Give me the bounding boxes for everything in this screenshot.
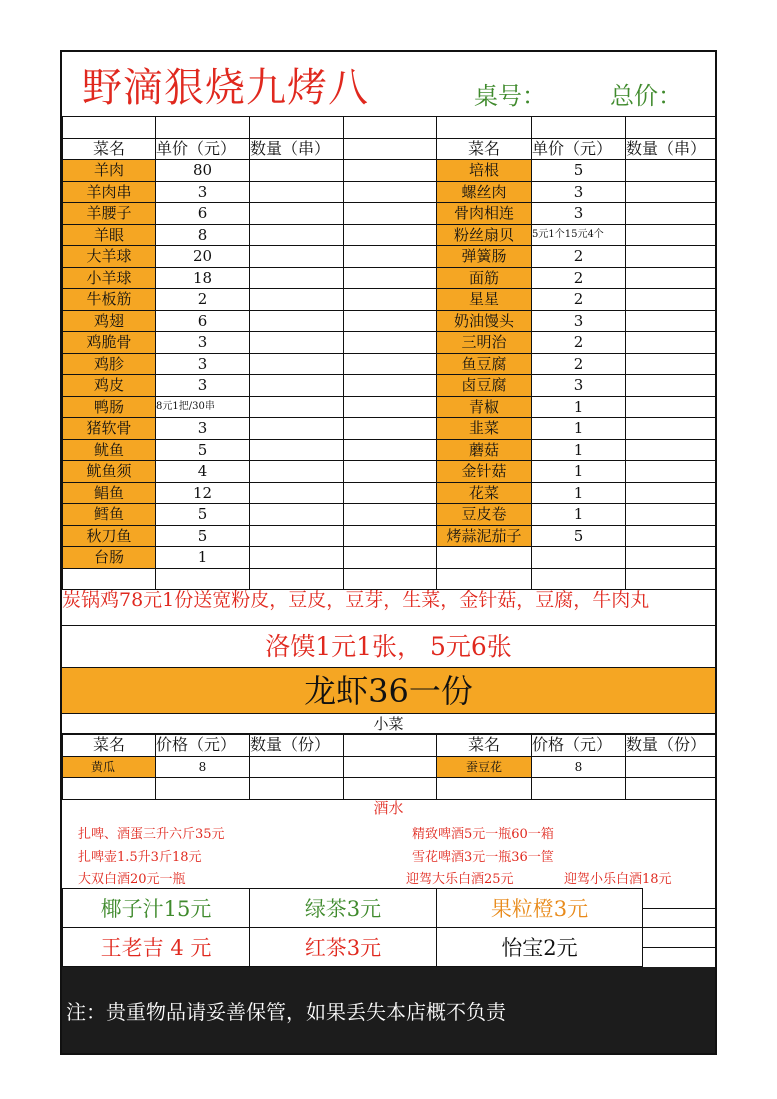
menu-row <box>63 181 437 203</box>
item-price: 1 <box>532 461 626 483</box>
empty-row <box>437 547 718 569</box>
item-price: 80 <box>156 160 250 182</box>
menu-row <box>437 396 718 418</box>
menu-row <box>437 525 718 547</box>
item-name: 鸡脆骨 <box>63 332 156 354</box>
item-name: 小羊球 <box>63 267 156 289</box>
item-price: 5 <box>532 525 626 547</box>
menu-row <box>437 418 718 440</box>
blank-cell <box>156 778 250 800</box>
drink-line: 迎驾大乐白酒25元 <box>406 872 514 887</box>
col-price-header: 单价（元） <box>532 138 626 160</box>
menu-row <box>63 203 437 225</box>
menu-row <box>63 547 437 569</box>
drink-line: 扎啤、酒蛋三升六斤35元 <box>78 827 225 842</box>
item-qty[interactable] <box>626 525 718 547</box>
blank-cell <box>344 396 437 418</box>
item-qty[interactable] <box>626 439 718 461</box>
item-qty[interactable] <box>626 461 718 483</box>
item-qty[interactable] <box>250 396 344 418</box>
hotpot-special: 炭锅鸡78元1份送宽粉皮，豆皮，豆芽，生菜，金针菇，豆腐，牛肉丸 <box>62 574 715 626</box>
side-dish-table <box>62 734 717 800</box>
item-name: 大羊球 <box>63 246 156 268</box>
item-qty[interactable] <box>250 461 344 483</box>
side-col-price: 价格（元） <box>156 735 250 757</box>
blank-cell <box>344 267 437 289</box>
drink-line: 扎啤壶1.5升3斤18元 <box>78 850 202 865</box>
menu-row <box>63 525 437 547</box>
col-qty-header: 数量（串） <box>626 138 718 160</box>
item-price: 3 <box>532 181 626 203</box>
blank-cell <box>626 778 718 800</box>
col-qty-header: 数量（串） <box>250 138 344 160</box>
side-col-name: 菜名 <box>63 735 156 757</box>
menu-row <box>63 482 437 504</box>
item-name: 羊腰子 <box>63 203 156 225</box>
item-name: 豆皮卷 <box>437 504 532 526</box>
item-name: 培根 <box>437 160 532 182</box>
blank-cell <box>344 504 437 526</box>
item-name: 骨肉相连 <box>437 203 532 225</box>
table-number-label: 桌号： <box>474 82 546 110</box>
item-qty[interactable] <box>626 418 718 440</box>
item-price: 1 <box>532 418 626 440</box>
item-price: 8 <box>156 224 250 246</box>
item-qty[interactable] <box>626 267 718 289</box>
blank-cell <box>63 778 156 800</box>
side-item-qty[interactable] <box>626 756 718 778</box>
item-qty[interactable] <box>626 289 718 311</box>
item-qty[interactable] <box>626 504 718 526</box>
item-name: 羊肉 <box>63 160 156 182</box>
item-name: 鱿鱼须 <box>63 461 156 483</box>
side-item-price: 8 <box>156 756 250 778</box>
item-name: 鱼豆腐 <box>437 353 532 375</box>
item-qty[interactable] <box>626 332 718 354</box>
menu-row <box>437 246 718 268</box>
side-item-qty[interactable] <box>250 756 344 778</box>
item-qty[interactable] <box>626 375 718 397</box>
item-price: 3 <box>156 375 250 397</box>
item-qty[interactable] <box>250 310 344 332</box>
blank-cell <box>344 439 437 461</box>
blank-cell <box>344 482 437 504</box>
item-price: 3 <box>156 353 250 375</box>
menu-row <box>63 396 437 418</box>
item-qty[interactable] <box>250 439 344 461</box>
blank-cell <box>532 547 626 569</box>
item-price: 2 <box>532 332 626 354</box>
restaurant-title: 野滴狠烧九烤八 <box>82 65 369 111</box>
drink-black-tea: 红茶3元 <box>249 927 437 967</box>
blank-cell <box>437 117 532 139</box>
item-qty[interactable] <box>250 203 344 225</box>
menu-row <box>437 160 718 182</box>
notice-banner: 注：贵重物品请妥善保管，如果丢失本店概不负责 <box>62 967 715 1055</box>
blank-cell <box>344 332 437 354</box>
blank-cell <box>344 138 437 160</box>
blank-cell <box>250 778 344 800</box>
item-name: 鳕鱼 <box>63 504 156 526</box>
item-name: 羊眼 <box>63 224 156 246</box>
item-price: 1 <box>156 547 250 569</box>
blank-cell <box>532 117 626 139</box>
blank-cell <box>63 117 156 139</box>
total-price-label: 总价： <box>610 82 682 110</box>
menu-row <box>63 504 437 526</box>
blank-cell <box>626 547 718 569</box>
menu-row <box>63 375 437 397</box>
menu-row <box>63 160 437 182</box>
item-price: 2 <box>532 267 626 289</box>
header <box>62 52 715 117</box>
item-price: 6 <box>156 203 250 225</box>
blank-cell <box>250 117 344 139</box>
menu-row <box>63 246 437 268</box>
item-name: 鸡胗 <box>63 353 156 375</box>
blank-cell <box>626 117 718 139</box>
item-name: 螺丝肉 <box>437 181 532 203</box>
drink-wanglaoji: 王老吉 4 元 <box>62 927 250 967</box>
side-col-qty: 数量（份） <box>626 735 718 757</box>
blank-cell <box>344 778 437 800</box>
blank-cell <box>344 310 437 332</box>
blank-cell <box>344 181 437 203</box>
drinks-title: 酒水 <box>373 799 404 817</box>
menu-row <box>63 353 437 375</box>
item-name: 羊肉串 <box>63 181 156 203</box>
blank-cell <box>344 246 437 268</box>
item-qty[interactable] <box>626 203 718 225</box>
item-qty[interactable] <box>626 246 718 268</box>
divider <box>642 927 717 928</box>
item-price: 5 <box>156 525 250 547</box>
item-price: 2 <box>156 289 250 311</box>
blank-cell <box>156 117 250 139</box>
item-price: 1 <box>532 482 626 504</box>
drink-green-tea: 绿茶3元 <box>249 888 437 928</box>
item-name: 奶油馒头 <box>437 310 532 332</box>
blank-cell <box>437 547 532 569</box>
drink-water: 怡宝2元 <box>436 927 643 967</box>
item-qty[interactable] <box>250 246 344 268</box>
item-price: 3 <box>532 310 626 332</box>
menu-row <box>63 289 437 311</box>
blank-cell <box>344 117 437 139</box>
item-qty[interactable] <box>250 289 344 311</box>
blank-cell <box>344 756 437 778</box>
item-price: 5 <box>156 504 250 526</box>
menu-row <box>437 482 718 504</box>
menu-table-right <box>436 116 717 590</box>
item-qty[interactable] <box>250 547 344 569</box>
item-name: 猪软骨 <box>63 418 156 440</box>
item-qty[interactable] <box>626 310 718 332</box>
item-qty[interactable] <box>626 224 718 246</box>
item-name: 面筋 <box>437 267 532 289</box>
drink-line: 迎驾小乐白酒18元 <box>564 872 672 887</box>
item-price: 3 <box>156 418 250 440</box>
item-price: 12 <box>156 482 250 504</box>
menu-row <box>63 332 437 354</box>
blank-cell <box>344 525 437 547</box>
drink-orange: 果粒橙3元 <box>436 888 643 928</box>
menu-row <box>63 310 437 332</box>
lobster-special: 龙虾36一份 <box>62 668 715 714</box>
menu-row <box>437 461 718 483</box>
side-item-name: 黄瓜 <box>63 756 156 778</box>
drink-coconut: 椰子汁15元 <box>62 888 250 928</box>
menu-row <box>437 203 718 225</box>
drink-line: 精致啤酒5元一瓶60一箱 <box>412 827 554 842</box>
menu-row <box>437 310 718 332</box>
divider <box>642 947 717 948</box>
item-name: 三明治 <box>437 332 532 354</box>
item-name: 鸭肠 <box>63 396 156 418</box>
menu-row <box>63 267 437 289</box>
item-price: 3 <box>532 375 626 397</box>
item-qty[interactable] <box>250 504 344 526</box>
item-price: 1 <box>532 504 626 526</box>
item-name: 青椒 <box>437 396 532 418</box>
item-price: 3 <box>156 332 250 354</box>
item-price: 5 <box>532 160 626 182</box>
item-name: 牛板筋 <box>63 289 156 311</box>
col-name-header: 菜名 <box>437 138 532 160</box>
item-qty[interactable] <box>626 396 718 418</box>
item-name: 蘑菇 <box>437 439 532 461</box>
item-price: 5 <box>156 439 250 461</box>
item-qty[interactable] <box>250 181 344 203</box>
menu-row <box>63 224 437 246</box>
blank-cell <box>344 375 437 397</box>
item-name: 鸡翅 <box>63 310 156 332</box>
side-item-price: 8 <box>532 756 626 778</box>
item-price: 18 <box>156 267 250 289</box>
item-price: 3 <box>532 203 626 225</box>
item-name: 金针菇 <box>437 461 532 483</box>
side-col-qty: 数量（份） <box>250 735 344 757</box>
item-qty[interactable] <box>250 160 344 182</box>
drink-line: 大双白酒20元一瓶 <box>78 872 186 887</box>
menu-sheet <box>60 50 717 1055</box>
item-qty[interactable] <box>626 160 718 182</box>
blank-cell <box>344 203 437 225</box>
item-name: 台肠 <box>63 547 156 569</box>
blank-cell <box>344 418 437 440</box>
menu-row <box>63 439 437 461</box>
item-name: 鲳鱼 <box>63 482 156 504</box>
item-name: 韭菜 <box>437 418 532 440</box>
item-name: 粉丝扇贝 <box>437 224 532 246</box>
item-qty[interactable] <box>626 353 718 375</box>
item-qty[interactable] <box>250 375 344 397</box>
item-qty[interactable] <box>250 418 344 440</box>
item-name: 鱿鱼 <box>63 439 156 461</box>
bread-special: 洛馍1元1张， 5元6张 <box>62 626 715 668</box>
blank-cell <box>344 289 437 311</box>
menu-row <box>437 504 718 526</box>
item-name: 卤豆腐 <box>437 375 532 397</box>
side-item-name: 蚕豆花 <box>437 756 532 778</box>
menu-row <box>437 353 718 375</box>
item-price: 2 <box>532 246 626 268</box>
side-dish-title: 小菜 <box>62 714 715 734</box>
side-col-price: 价格（元） <box>532 735 626 757</box>
item-price: 5元1个15元4个 <box>532 224 626 246</box>
drink-line: 雪花啤酒3元一瓶36一筐 <box>412 850 554 865</box>
item-price: 2 <box>532 289 626 311</box>
item-qty[interactable] <box>250 482 344 504</box>
item-qty[interactable] <box>250 353 344 375</box>
menu-row <box>437 224 718 246</box>
item-name: 秋刀鱼 <box>63 525 156 547</box>
menu-row <box>63 418 437 440</box>
item-name: 弹簧肠 <box>437 246 532 268</box>
blank-cell <box>344 547 437 569</box>
blank-cell <box>344 735 437 757</box>
item-price: 8元1把/30串 <box>156 396 250 418</box>
blank-cell <box>344 353 437 375</box>
item-qty[interactable] <box>250 525 344 547</box>
col-price-header: 单价（元） <box>156 138 250 160</box>
item-qty[interactable] <box>626 482 718 504</box>
item-name: 花菜 <box>437 482 532 504</box>
menu-row <box>437 289 718 311</box>
item-qty[interactable] <box>250 224 344 246</box>
menu-row <box>437 439 718 461</box>
blank-cell <box>344 160 437 182</box>
item-name: 鸡皮 <box>63 375 156 397</box>
menu-table-left <box>62 116 437 590</box>
item-price: 1 <box>532 439 626 461</box>
item-price: 3 <box>156 181 250 203</box>
item-name: 星星 <box>437 289 532 311</box>
item-name: 烤蒜泥茄子 <box>437 525 532 547</box>
blank-cell <box>344 461 437 483</box>
menu-row <box>437 181 718 203</box>
menu-row <box>63 461 437 483</box>
menu-row <box>437 267 718 289</box>
blank-cell <box>437 778 532 800</box>
blank-cell <box>344 224 437 246</box>
blank-cell <box>532 778 626 800</box>
item-price: 4 <box>156 461 250 483</box>
item-qty[interactable] <box>250 267 344 289</box>
side-col-name: 菜名 <box>437 735 532 757</box>
divider <box>642 908 717 909</box>
item-price: 6 <box>156 310 250 332</box>
menu-row <box>437 375 718 397</box>
item-price: 1 <box>532 396 626 418</box>
item-price: 20 <box>156 246 250 268</box>
item-price: 2 <box>532 353 626 375</box>
col-name-header: 菜名 <box>63 138 156 160</box>
item-qty[interactable] <box>250 332 344 354</box>
item-qty[interactable] <box>626 181 718 203</box>
menu-row <box>437 332 718 354</box>
